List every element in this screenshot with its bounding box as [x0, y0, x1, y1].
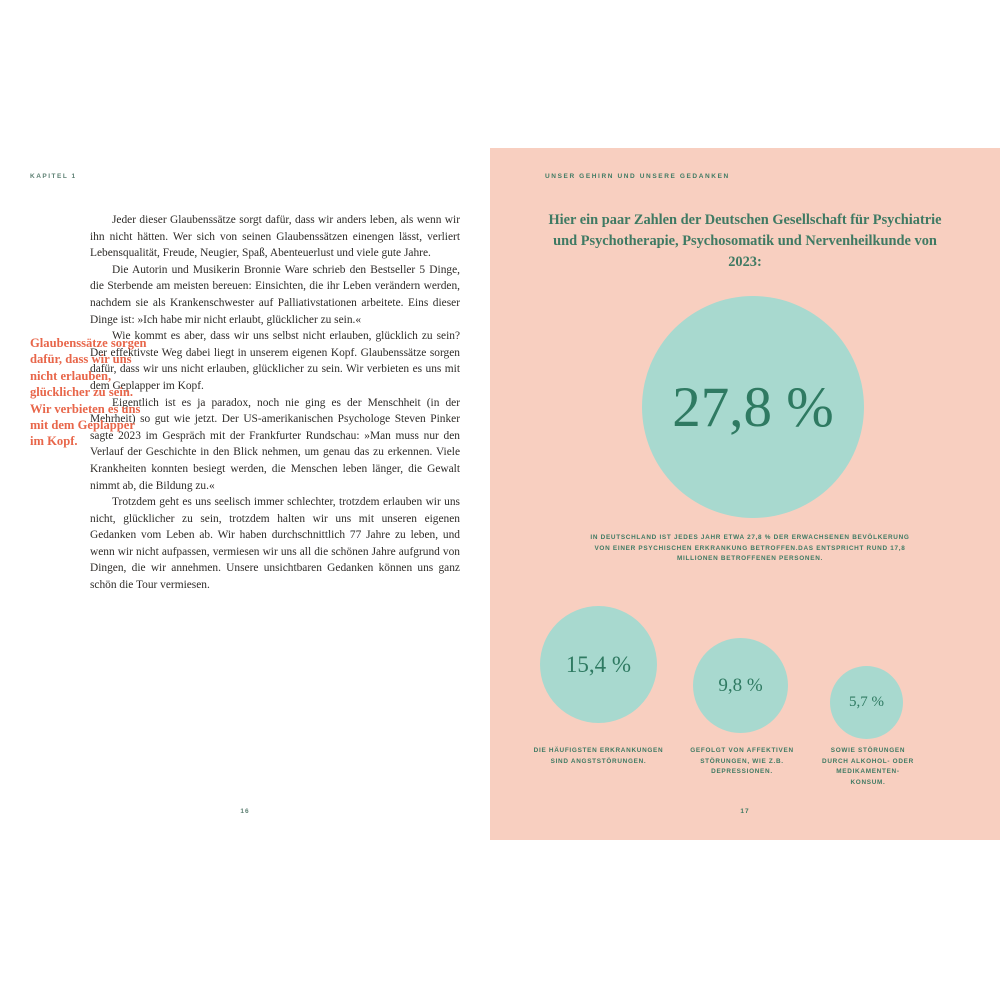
- paragraph: Eigentlich ist es ja paradox, noch nie ging es der Menschheit (in der Mehrheit) so gut wie jetzt. Der US-amerikanischen Psychologe Steven Pinker sagte 2023 im Gespräch mit der Frankfurter Rundschau: »Man muss nur den Verlauf der Geschichte in den Blick nehmen, um genau das zu erkennen. Viele Krankheiten konnten besiegt werden, die Menschen leben länger, die Gewalt nimmt ab, die Bildung zu.«: [90, 396, 460, 492]
- bubble-secondary-3: 5,7 %: [830, 666, 903, 739]
- page-number-right: 17: [740, 808, 750, 815]
- bubble-secondary-2-caption: GEFOLGT VON AFFEKTIVEN STÖRUNGEN, WIE Z.B. DEPRESSIONEN.: [690, 747, 794, 775]
- bubble-primary-caption: IN DEUTSCHLAND IST JEDES JAHR ETWA 27,8 % DER ERWACHSENEN BEVÖLKERUNG VON EINER PSYCHISCHEN ERKRANKUNG BETROFFEN.DAS ENTSPRICHT RUND 17,8 MILLIONEN BETROFFENEN PERSONEN.: [590, 534, 910, 562]
- paragraph: Wie kommt es aber, dass wir uns selbst nicht erlauben, glücklich zu sein? Der effektivste Weg dabei liegt in unserem eigenen Kopf. Glaubenssätze sorgen dafür, dass wir uns nicht erlauben, glücklicher zu sein. Wir verbieten es uns mit dem Geplapper im Kopf.: [90, 330, 460, 392]
- bubble-primary: 27,8 %: [642, 296, 864, 518]
- running-head-left: KAPITEL 1: [30, 173, 77, 180]
- paragraph: Jeder dieser Glaubenssätze sorgt dafür, dass wir anders leben, als wenn wir ihn nicht hätten. Wer sich von seinen Glaubenssätzen einengen lässt, verliert Lebensqualität, Freude, Neugier, Spaß, Abenteuerlust und viele gute Jahre.: [90, 214, 460, 260]
- paragraph: Die Autorin und Musikerin Bronnie Ware schrieb den Bestseller 5 Dinge, die Sterbende am meisten bereuen: Einsichten, die ihr Leben verändern werden, nachdem sie als Krankenschwester auf Palliativstationen arbeitete. Eins dieser Dinge ist: »Ich habe mir nicht erlaubt, glücklicher zu sein.«: [90, 263, 460, 326]
- infographic-headline: Hier ein paar Zahlen der Deutschen Gesellschaft für Psychiatrie und Psychotherapie, Psychosomatik und Nervenheilkunde von 2023:: [548, 212, 942, 270]
- pull-quote: Glaubenssätze sorgen dafür, dass wir uns nicht erlauben, glücklicher zu sein. Wir verbieten es uns mit dem Geplapper im Kopf.: [30, 336, 147, 449]
- left-page: [0, 148, 490, 840]
- bubble-secondary-2: 9,8 %: [693, 638, 788, 733]
- paragraph: Trotzdem geht es uns seelisch immer schlechter, trotzdem erlauben wir uns nicht, glücklicher zu sein, trotzdem halten wir uns mit unseren eigenen Gedanken vom Leben ab. Wir haben durchschnittlich 77 Jahre zu leben, und wenn wir nicht aufpassen, vermiesen wir uns all die schönen Jahre aufgrund von Dingen, die wir annehmen. Unsere unsichtbaren Gedanken können uns ganz schön die Tour vermiesen.: [90, 496, 460, 592]
- right-page: [490, 148, 1000, 840]
- bubble-secondary-3-caption: SOWIE STÖRUNGEN DURCH ALKOHOL- ODER MEDIKAMENTEN- KONSUM.: [822, 747, 914, 786]
- bubble-secondary-1-caption: DIE HÄUFIGSTEN ERKRANKUNGEN SIND ANGSTSTÖRUNGEN.: [533, 747, 664, 765]
- bubble-secondary-1: 15,4 %: [540, 606, 657, 723]
- page-number-left: 16: [240, 808, 250, 815]
- running-head-right: UNSER GEHIRN UND UNSERE GEDANKEN: [545, 173, 730, 180]
